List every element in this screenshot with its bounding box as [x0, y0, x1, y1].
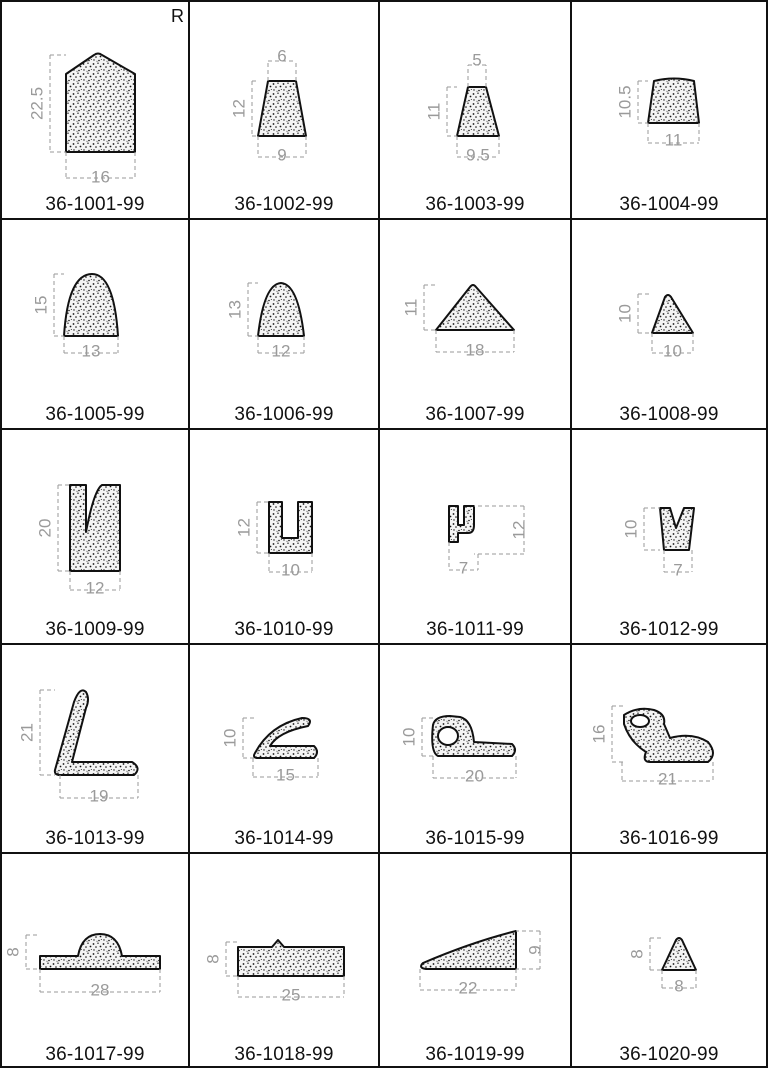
- profile-cell: [570, 428, 768, 645]
- dimension-label: 10: [281, 560, 300, 580]
- profile-cross-section: [55, 690, 138, 775]
- profile-cell: [0, 218, 190, 430]
- profile-cross-section: [40, 934, 160, 969]
- profile-cross-section: [421, 931, 516, 969]
- dimension-label: 5: [472, 50, 482, 70]
- part-number-label: 36-1013-99: [45, 828, 145, 849]
- profile-drawing: [2, 2, 190, 220]
- dimension-label: 8: [627, 949, 647, 959]
- dimension-line: [664, 550, 692, 579]
- dimension-label: 6: [277, 46, 287, 66]
- profile-cross-section: [66, 54, 135, 153]
- dimension-line: [516, 931, 544, 969]
- profile-cell: [0, 852, 190, 1068]
- dimension-line: [234, 502, 269, 553]
- dimension-label: 12: [234, 518, 254, 537]
- dimension-label: 10.5: [615, 85, 635, 119]
- profile-cell: [378, 643, 572, 854]
- profile-cell: [188, 428, 380, 645]
- profile-drawing: [2, 645, 190, 854]
- dimension-line: [225, 283, 258, 336]
- profile-drawing: [190, 645, 380, 854]
- dimension-label: 18: [465, 340, 485, 360]
- profile-drawing: [190, 2, 380, 220]
- part-number-label: 36-1005-99: [45, 404, 145, 425]
- profile-cross-section: [70, 485, 120, 571]
- profile-drawing: [2, 220, 190, 430]
- dimension-line: [203, 942, 238, 976]
- profile-cell: [188, 852, 380, 1068]
- dimension-line: [436, 330, 514, 359]
- dimension-line: [615, 294, 652, 333]
- profile-drawing: [2, 854, 190, 1070]
- dimension-label: 11: [664, 130, 683, 150]
- dimension-label: 11: [401, 298, 421, 317]
- profile-cell: [378, 852, 572, 1068]
- dimension-line: [70, 571, 120, 597]
- dimension-label: 25: [281, 985, 301, 1005]
- profile-cell: [570, 852, 768, 1068]
- part-number-label: 36-1001-99: [45, 194, 145, 215]
- dimension-label: 13: [81, 341, 101, 361]
- dimension-label: 9.5: [466, 145, 490, 165]
- dimension-label: 10: [621, 519, 641, 539]
- dimension-label: 12: [509, 520, 529, 540]
- profile-cell: [378, 428, 572, 645]
- dimension-line: [66, 152, 135, 186]
- profile-cell: [188, 643, 380, 854]
- dimension-line: [652, 333, 693, 360]
- profile-cell: [0, 428, 190, 645]
- dimension-line: [64, 336, 118, 360]
- dimension-label: 19: [89, 786, 109, 806]
- dimension-line: [399, 718, 433, 756]
- profile-cross-section: [660, 508, 694, 550]
- profile-drawing: [380, 220, 572, 430]
- profile-drawing: [190, 430, 380, 645]
- profile-cross-section: [449, 506, 474, 542]
- profile-cell: [570, 643, 768, 854]
- profile-drawing: [380, 854, 572, 1070]
- dimension-line: [268, 46, 296, 81]
- dimension-line: [3, 935, 40, 969]
- part-number-label: 36-1019-99: [425, 1044, 525, 1065]
- dimension-line: [622, 762, 713, 788]
- part-number-label: 36-1018-99: [234, 1044, 334, 1065]
- dimension-label: 21: [17, 723, 37, 742]
- profile-drawing: [380, 430, 572, 645]
- dimension-line: [474, 506, 528, 554]
- profile-cell: [188, 0, 380, 220]
- dimension-line: [258, 336, 304, 360]
- profile-cell: [188, 218, 380, 430]
- dimension-label: 9: [525, 945, 545, 955]
- profile-cell: [570, 0, 768, 220]
- profile-drawing: [2, 430, 190, 645]
- profile-hollow: [438, 727, 458, 745]
- dimension-label: 16: [91, 167, 110, 187]
- dimension-label: 10: [220, 728, 240, 748]
- dimension-line: [457, 136, 499, 164]
- dimension-label: 28: [90, 980, 110, 1000]
- dimension-label: 10: [399, 727, 419, 747]
- dimension-line: [621, 508, 660, 550]
- dimension-line: [468, 50, 486, 87]
- dimension-line: [17, 690, 55, 775]
- part-number-label: 36-1014-99: [234, 828, 334, 849]
- dimension-label: 16: [589, 724, 609, 744]
- dimension-label: 12: [85, 578, 105, 598]
- dimension-label: 22.5: [27, 86, 47, 121]
- profile-cell: [378, 0, 572, 220]
- dimension-line: [229, 81, 258, 136]
- dimension-label: 10: [663, 341, 682, 361]
- profile-cell: [378, 218, 572, 430]
- dimension-line: [589, 706, 624, 762]
- profile-cell: [0, 0, 190, 220]
- part-number-label: 36-1015-99: [425, 828, 525, 849]
- dimension-line: [238, 976, 344, 1004]
- part-number-label: 36-1020-99: [619, 1044, 719, 1065]
- profile-hollow: [631, 715, 649, 727]
- profile-cross-section: [652, 295, 693, 333]
- part-number-label: 36-1002-99: [234, 194, 334, 215]
- profile-cross-section: [258, 81, 306, 136]
- profile-drawing: [572, 854, 768, 1070]
- dimension-line: [648, 123, 699, 149]
- profile-drawing: [572, 430, 768, 645]
- dimension-label: 22: [458, 978, 478, 998]
- dimension-label: 8: [3, 947, 23, 957]
- profile-cell: [570, 218, 768, 430]
- profile-cross-section: [238, 940, 344, 976]
- dimension-line: [269, 553, 312, 579]
- dimension-label: 9: [277, 145, 287, 165]
- profile-drawing: [572, 2, 768, 220]
- dimension-line: [424, 87, 457, 136]
- part-number-label: 36-1016-99: [619, 828, 719, 849]
- part-number-label: 36-1007-99: [425, 404, 525, 425]
- part-number-label: 36-1008-99: [619, 404, 719, 425]
- dimension-label: 20: [465, 766, 484, 786]
- profile-drawing: [190, 220, 380, 430]
- dimension-line: [627, 938, 662, 970]
- profile-cross-section: [64, 274, 118, 336]
- dimension-label: 7: [458, 558, 469, 578]
- part-number-label: 36-1017-99: [45, 1044, 145, 1065]
- profile-drawing: [380, 645, 572, 854]
- profile-cross-section: [258, 283, 304, 336]
- dimension-label: 12: [229, 99, 249, 118]
- profile-cross-section: [269, 502, 312, 553]
- dimension-label: 20: [35, 518, 55, 538]
- profile-cross-section: [457, 87, 499, 136]
- dimension-label: 7: [673, 560, 683, 580]
- dimension-label: 8: [203, 954, 223, 964]
- dimension-label: 21: [658, 769, 677, 789]
- dimension-line: [401, 285, 436, 330]
- dimension-line: [40, 969, 160, 999]
- profile-cross-section: [436, 285, 514, 330]
- dimension-line: [258, 136, 306, 164]
- dimension-line: [449, 542, 478, 577]
- profile-cross-section: [648, 79, 699, 124]
- corner-mark: R: [171, 6, 184, 26]
- profile-drawing: [380, 2, 572, 220]
- dimension-label: 11: [424, 102, 444, 121]
- dimension-label: 10: [615, 304, 635, 323]
- dimension-line: [35, 485, 70, 571]
- dimension-line: [433, 756, 516, 785]
- part-number-label: 36-1011-99: [426, 619, 524, 640]
- profile-cell: [0, 643, 190, 854]
- profile-drawing: [572, 645, 768, 854]
- dimension-label: 13: [225, 300, 245, 319]
- profile-drawing: [190, 854, 380, 1070]
- profile-cross-section: [662, 938, 696, 970]
- dimension-line: [615, 81, 648, 123]
- part-number-label: 36-1004-99: [619, 194, 719, 215]
- dimension-line: [27, 55, 66, 152]
- dimension-line: [420, 969, 516, 997]
- profile-cross-section: [254, 718, 317, 758]
- part-number-label: 36-1003-99: [425, 194, 525, 215]
- profile-drawing: [572, 220, 768, 430]
- dimension-line: [662, 970, 696, 995]
- part-number-label: 36-1010-99: [234, 619, 334, 640]
- dimension-line: [60, 775, 138, 805]
- part-number-label: 36-1006-99: [234, 404, 334, 425]
- dimension-line: [31, 274, 64, 336]
- dimension-line: [253, 758, 318, 784]
- dimension-label: 15: [276, 765, 295, 785]
- part-number-label: 36-1009-99: [45, 619, 145, 640]
- dimension-label: 8: [674, 976, 684, 996]
- part-number-label: 36-1012-99: [619, 619, 719, 640]
- dimension-label: 15: [31, 295, 51, 315]
- dimension-line: [220, 718, 255, 758]
- dimension-label: 12: [271, 341, 291, 361]
